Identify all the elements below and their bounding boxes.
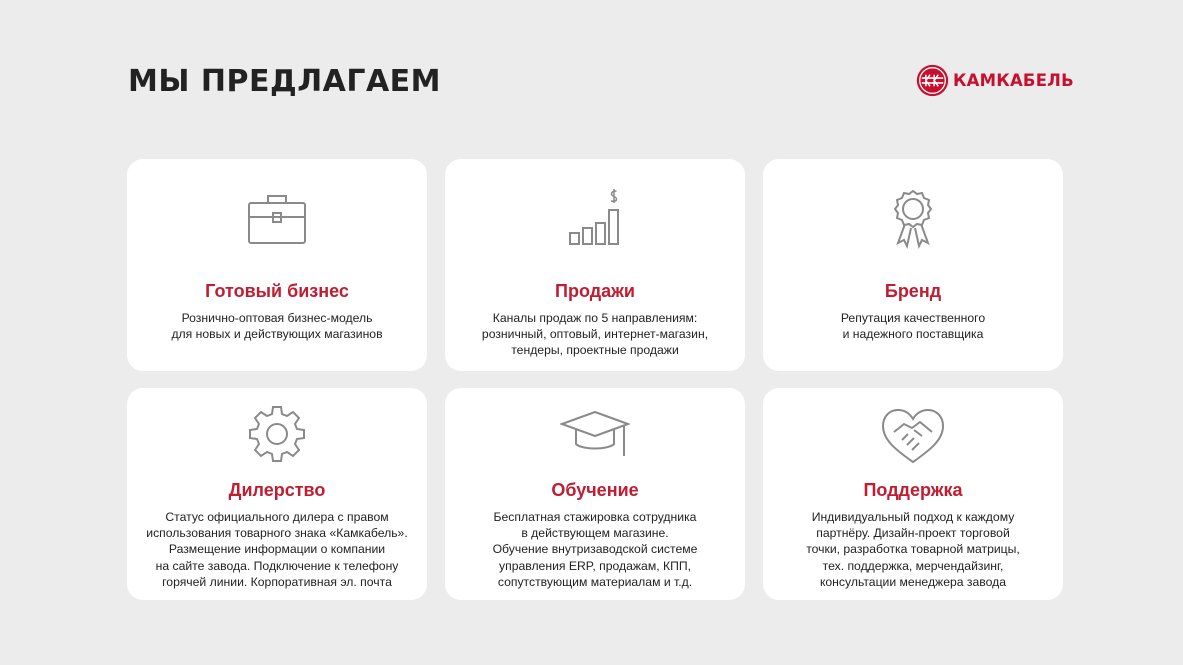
kamkabel-logo-icon (916, 64, 949, 97)
card-training (445, 388, 745, 600)
graduation-cap-icon (560, 402, 630, 468)
briefcase-icon (242, 187, 312, 253)
logo-text: КАМКАБЕЛЬ (953, 71, 1074, 90)
page-title: МЫ ПРЕДЛАГАЕМ (128, 64, 442, 99)
card-title: Продажи (555, 281, 635, 301)
card-description: Бесплатная стажировка сотрудника в действующем магазине. Обучение внутризаводской системе управления ERP, продажам, КПП, сопутствующим материалам и т.д. (492, 510, 698, 589)
sales-growth-icon (560, 187, 630, 253)
company-logo[interactable] (916, 64, 1074, 97)
card-description: Рознично-оптовая бизнес-модель для новых и действующих магазинов (171, 311, 383, 342)
gear-icon (242, 402, 312, 468)
card-title: Поддержка (863, 480, 963, 500)
card-title: Дилерство (228, 480, 326, 500)
card-description: Репутация качественного и надежного поставщика (840, 311, 986, 342)
card-description: Статус официального дилера с правом использования товарного знака «Камкабель». Размещение информации о компании на сайте завода. Подключение к телефону горячей линии. Корпоративная эл. почта (146, 510, 408, 589)
card-support (763, 388, 1063, 600)
card-brand (763, 159, 1063, 371)
card-ready-business (127, 159, 427, 371)
card-dealership (127, 388, 427, 600)
card-title: Обучение (551, 480, 639, 500)
award-rosette-icon (878, 187, 948, 253)
card-description: Каналы продаж по 5 направлениям: розничный, оптовый, интернет-магазин, тендеры, проектные продажи (481, 311, 709, 358)
handshake-heart-icon (878, 402, 948, 468)
card-description: Индивидуальный подход к каждому партнёру. Дизайн-проект торговой точки, разработка товарной матрицы, тех. поддержка, мерчендайзинг, консультации менеджера завода (806, 510, 1020, 589)
card-sales (445, 159, 745, 371)
card-title: Готовый бизнес (205, 281, 349, 301)
card-title: Бренд (884, 281, 942, 301)
